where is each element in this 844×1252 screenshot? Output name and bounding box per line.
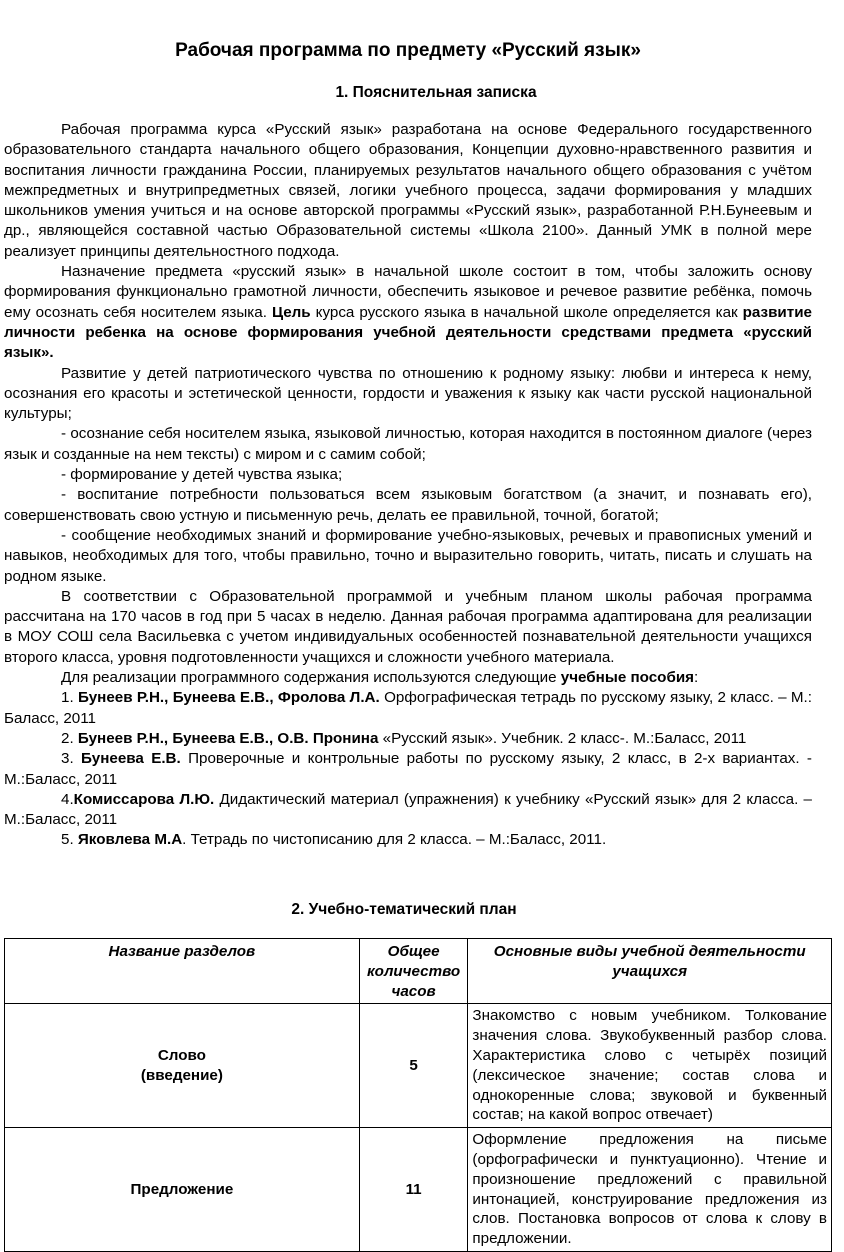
paragraph-9-text: Для реализации программного содержания используются следующие (61, 669, 561, 687)
book-text: Дидактический материал (упражнения) к учебнику «Русский язык» для 2 класса. – М.:Баласс, 2011 (4, 790, 813, 829)
section-name-cell (5, 1128, 360, 1252)
book-number: 5. (61, 831, 78, 849)
book-2 (4, 729, 812, 749)
header-activities: Основные виды учебной деятельности учащихся (468, 939, 832, 1004)
header-hours: Общее количество часов (359, 939, 468, 1004)
book-authors: Бунеев Р.Н., Бунеева Е.В., О.В. Пронина (77, 729, 379, 747)
table-row (5, 1128, 832, 1252)
section-2-title: 2. Учебно-тематический план (291, 901, 517, 918)
goal-word: Цель (271, 303, 311, 321)
book-number: 2. (61, 729, 78, 747)
paragraph-1: Рабочая программа курса «Русский язык» разработана на основе Федерального государственного образовательного стандарта начального общего образования, Концепции духовно-нравственного развития и воспитания личности гражданина России, планируемых результатов начального общего образования с учётом межпредметных и внутрипредметных связей, логики учебного процесса, задачи формирования у младших школьников умения учиться и на основе авторской программы «Русский язык», разработанной Р.Н.Бунеевым и др., являющейся составной частью Образовательной системы «Школа 2100». Данный УМК в полной мере реализует принципы деятельностного подхода. (4, 121, 812, 260)
paragraph-7: - сообщение необходимых знаний и формирование учебно-языковых, речевых и правописных умений и навыков, необходимых для того, чтобы правильно, точно и выразительно говорить, читать, писать и слушать на родном языке. (4, 526, 812, 585)
table-header-row (5, 939, 832, 1004)
book-authors: Бунеева Е.В. (81, 750, 181, 768)
paragraph-8: В соответствии с Образовательной программой и учебным планом школы рабочая программа рассчитана на 170 часов в год при 5 часах в неделю. Данная рабочая программа адаптирована для реализации в МОУ СОШ села Васильевка с учетом индивидуальных особенностей познавательной деятельности учащихся второго класса, уровня подготовленности учащихся и сложности учебного материала. (4, 587, 812, 666)
paragraph-5: - формирование у детей чувства языка; (61, 466, 343, 484)
thematic-plan-table (4, 938, 832, 1252)
paragraph-6: - воспитание потребности пользоваться всем языковым богатством (а значит, и познавать его), совершенствовать свою устную и письменную речь, делать ее правильной, точной, богатой; (4, 486, 812, 524)
section-name: Слово (157, 1046, 206, 1064)
book-5 (4, 830, 812, 850)
book-number: 3. (61, 750, 82, 768)
book-authors: Комиссарова Л.Ю. (73, 790, 215, 808)
document-title: Рабочая программа по предмету «Русский язык» (175, 40, 641, 61)
textbooks-label: учебные пособия (560, 669, 695, 687)
paragraph-9 (4, 668, 812, 688)
activities-cell: Оформление предложения на письме (орфографически и пунктуационно). Чтение и произношение предложений с правильной интонацией, конструирование предложения из слов. Постановка вопросов от слова к слову в предложении. (468, 1128, 832, 1252)
book-text: Проверочные и контрольные работы по русскому языку, 2 класс, в 2-х вариантах. - М.:Баласс, 2011 (4, 750, 812, 788)
paragraph-3: Развитие у детей патриотического чувства по отношению к родному языку: любви и интереса к нему, осознания его красоты и эстетической ценности, гордости и уважения к языку как части русской национальной культуры; (4, 364, 812, 423)
section-name-sub: (введение) (140, 1066, 223, 1084)
hours-cell: 5 (359, 1004, 468, 1128)
paragraph-2 (4, 262, 812, 363)
book-3 (4, 749, 812, 790)
paragraph-4: - осознание себя носителем языка, языковой личностью, которая находится в постоянном диалоге (через язык и созданные на нем тексты) с миром и с самим собой; (4, 425, 812, 463)
book-4 (4, 790, 812, 831)
section-name-cell (5, 1004, 360, 1128)
hours-cell: 11 (359, 1128, 468, 1252)
section-1-title: 1. Пояснительная записка (335, 84, 537, 101)
paragraph-9-colon: : (694, 669, 699, 687)
book-text: «Русский язык». Учебник. 2 класс-. М.:Баласс, 2011 (378, 729, 747, 747)
goal-statement: развитие личности ребенка на основе формирования учебной деятельности средствами предмета «русский язык». (4, 303, 812, 362)
explanatory-note (4, 120, 812, 851)
table-row (5, 1004, 832, 1128)
paragraph-2-text-c: курса русского языка в начальной школе определяется как (310, 303, 743, 321)
book-1 (4, 688, 812, 729)
activities-cell: Знакомство с новым учебником. Толкование значения слова. Звукобуквенный разбор слова. Характеристика слово с четырёх позиций (лексическое значение; состав слова и однокоренные слова; звуковой и буквенный состав; на какой вопрос отвечает) (468, 1004, 832, 1128)
section-name: Предложение (130, 1180, 234, 1198)
book-number: 4. (61, 790, 74, 808)
book-text: . Тетрадь по чистописанию для 2 класса. – М.:Баласс, 2011. (182, 831, 607, 849)
book-authors: Яковлева М.А (77, 831, 183, 849)
header-section-name: Название разделов (5, 939, 360, 1004)
book-number: 1. (61, 689, 78, 707)
paragraph-2-text-a: Назначение предмета «русский язык» в начальной школе состоит в том, чтобы заложить основу формирования функционально грамотной личности, обеспечить языковое и речевое развитие ребёнка, помочь ему осознать себя носителем языка. (4, 263, 812, 321)
book-authors: Бунеев Р.Н., Бунеева Е.В., Фролова Л.А. (78, 689, 380, 707)
book-text: Орфографическая тетрадь по русскому языку, 2 класс. – М.: Баласс, 2011 (4, 689, 812, 727)
